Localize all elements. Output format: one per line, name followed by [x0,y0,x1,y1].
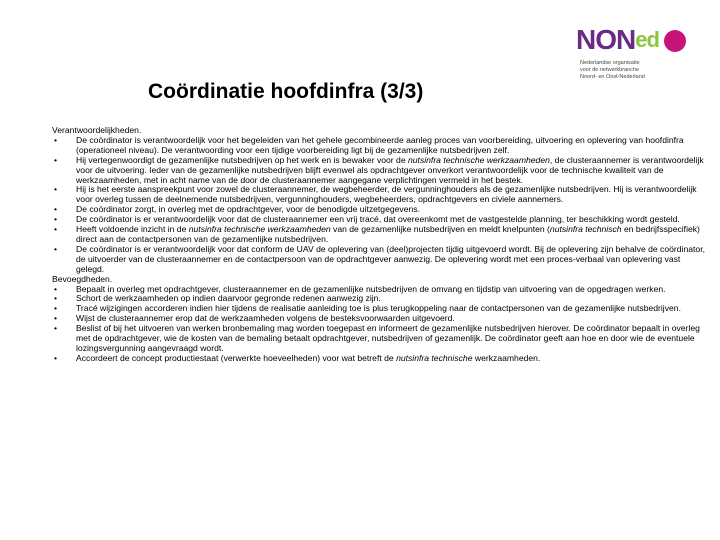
company-logo [566,18,700,100]
list-item: • Bepaalt in overleg met opdrachtgever, clusteraannemer en de gezamenlijke nutsbedrijven de omvang en tijdstip van uitvoering van de opgedragen werken. [52,285,708,295]
slide-title: Coördinatie hoofdinfra (3/3) [148,80,424,103]
list-item: • Hij vertegenwoordigt de gezamenlijke nutsbedrijven op het werk en is bewaker voor de nutsinfra technische werkzaamheden, de clusteraannemer is verantwoordelijk voor de uitvoering. Ieder van de gezamenlijke nutsbedrijven blijft evenwel als opdrachtgever onverkort verantwoordelijk voor de technische kwaliteit van de werkzaamheden, met in acht name van de door de clusteraannemer aangegane verplichtingen vermeld in het bestek. [52,156,708,186]
logo-tagline: Nederlandse organisatie voor de netwerkbranche Noord- en Oost-Nederland [580,60,645,80]
list-item: • De coördinator zorgt, in overleg met de opdrachtgever, voor de benodigde uitzetgegevens. [52,205,708,215]
list-item: • De coördinator is er verantwoordelijk voor dat de clusteraannemer een vrij tracé, dat overeenkomt met de vastgestelde planning, ter beschikking wordt gesteld. [52,215,708,225]
list-item: • Beslist of bij het uitvoeren van werken bronbemaling mag worden toegepast en informeert de gezamenlijke nutsbedrijven hierover. De coördinator bepaalt in overleg met de opdrachtgever, wie de kosten van de bemaling betaalt opdrachtgever, nutsbedrijven of gezamenlijk. De coördinator geeft aan hoe en door wie de eventuele lozingsvergunning aangevraagd wordt. [52,324,708,354]
list-item: • Schort de werkzaamheden op indien daarvoor gegronde redenen aanwezig zijn. [52,294,708,304]
list-item: • Tracé wijzigingen accorderen indien hier tijdens de realisatie aanleiding toe is plus terugkoppeling naar de contactpersonen van de gezamenlijke nutsbedrijven. [52,304,708,314]
list-item: • De coördinator is verantwoordelijk voor het begeleiden van het gehele gecombineerde aanleg proces van voorbereiding, uitvoering en oplevering van hoofdinfra (operationeel niveau). De verantwoording voor een tijdige voorbereiding ligt bij de gezamenlijke nutsbedrijven zelf. [52,136,708,156]
responsibilities-list [52,136,708,275]
list-item: • Wijst de clusteraannemer erop dat de werkzaamheden volgens de besteksvoorwaarden uitgevoerd. [52,314,708,324]
authorities-list [52,285,708,364]
list-item: • Accordeert de concept productiestaat (verwerkte hoeveelheden) voor wat betreft de nutsinfra technische werkzaamheden. [52,354,708,364]
list-item: • De coördinator is er verantwoordelijk voor dat conform de UAV de oplevering van (deel)projecten tijdig uitgevoerd wordt. Bij de oplevering zijn behalve de coördinator, de uitvoerder van de clusteraannemer en de contactpersoon van de opdrachtgever aanwezig. De oplevering wordt met een proces-verbaal van oplevering vast gelegd. [52,245,708,275]
authorities-heading: Bevoegdheden. [52,273,113,284]
logo-wordmark: NONed [576,24,659,55]
list-item: • Heeft voldoende inzicht in de nutsinfra technische werkzaamheden van de gezamenlijke nutsbedrijven en meldt knelpunten (nutsinfra technisch en bedrijfsspecifiek) direct aan de contactpersonen van de gezamenlijke nutsbedrijven. [52,225,708,245]
logo-circle-icon [664,30,686,52]
list-item: • Hij is het eerste aanspreekpunt voor zowel de clusteraannemer, de wegbeheerder, de vergunninghouders als de gezamenlijke nutsbedrijven. Hij is verantwoordelijk voor overleg tussen de deelnemende nutsbedrijven, vergunninghouders, wegbeheerders, opdrachtgevers en civiele aannemers. [52,185,708,205]
slide-body [52,126,708,364]
responsibilities-heading: Verantwoordelijkheden. [52,125,142,135]
